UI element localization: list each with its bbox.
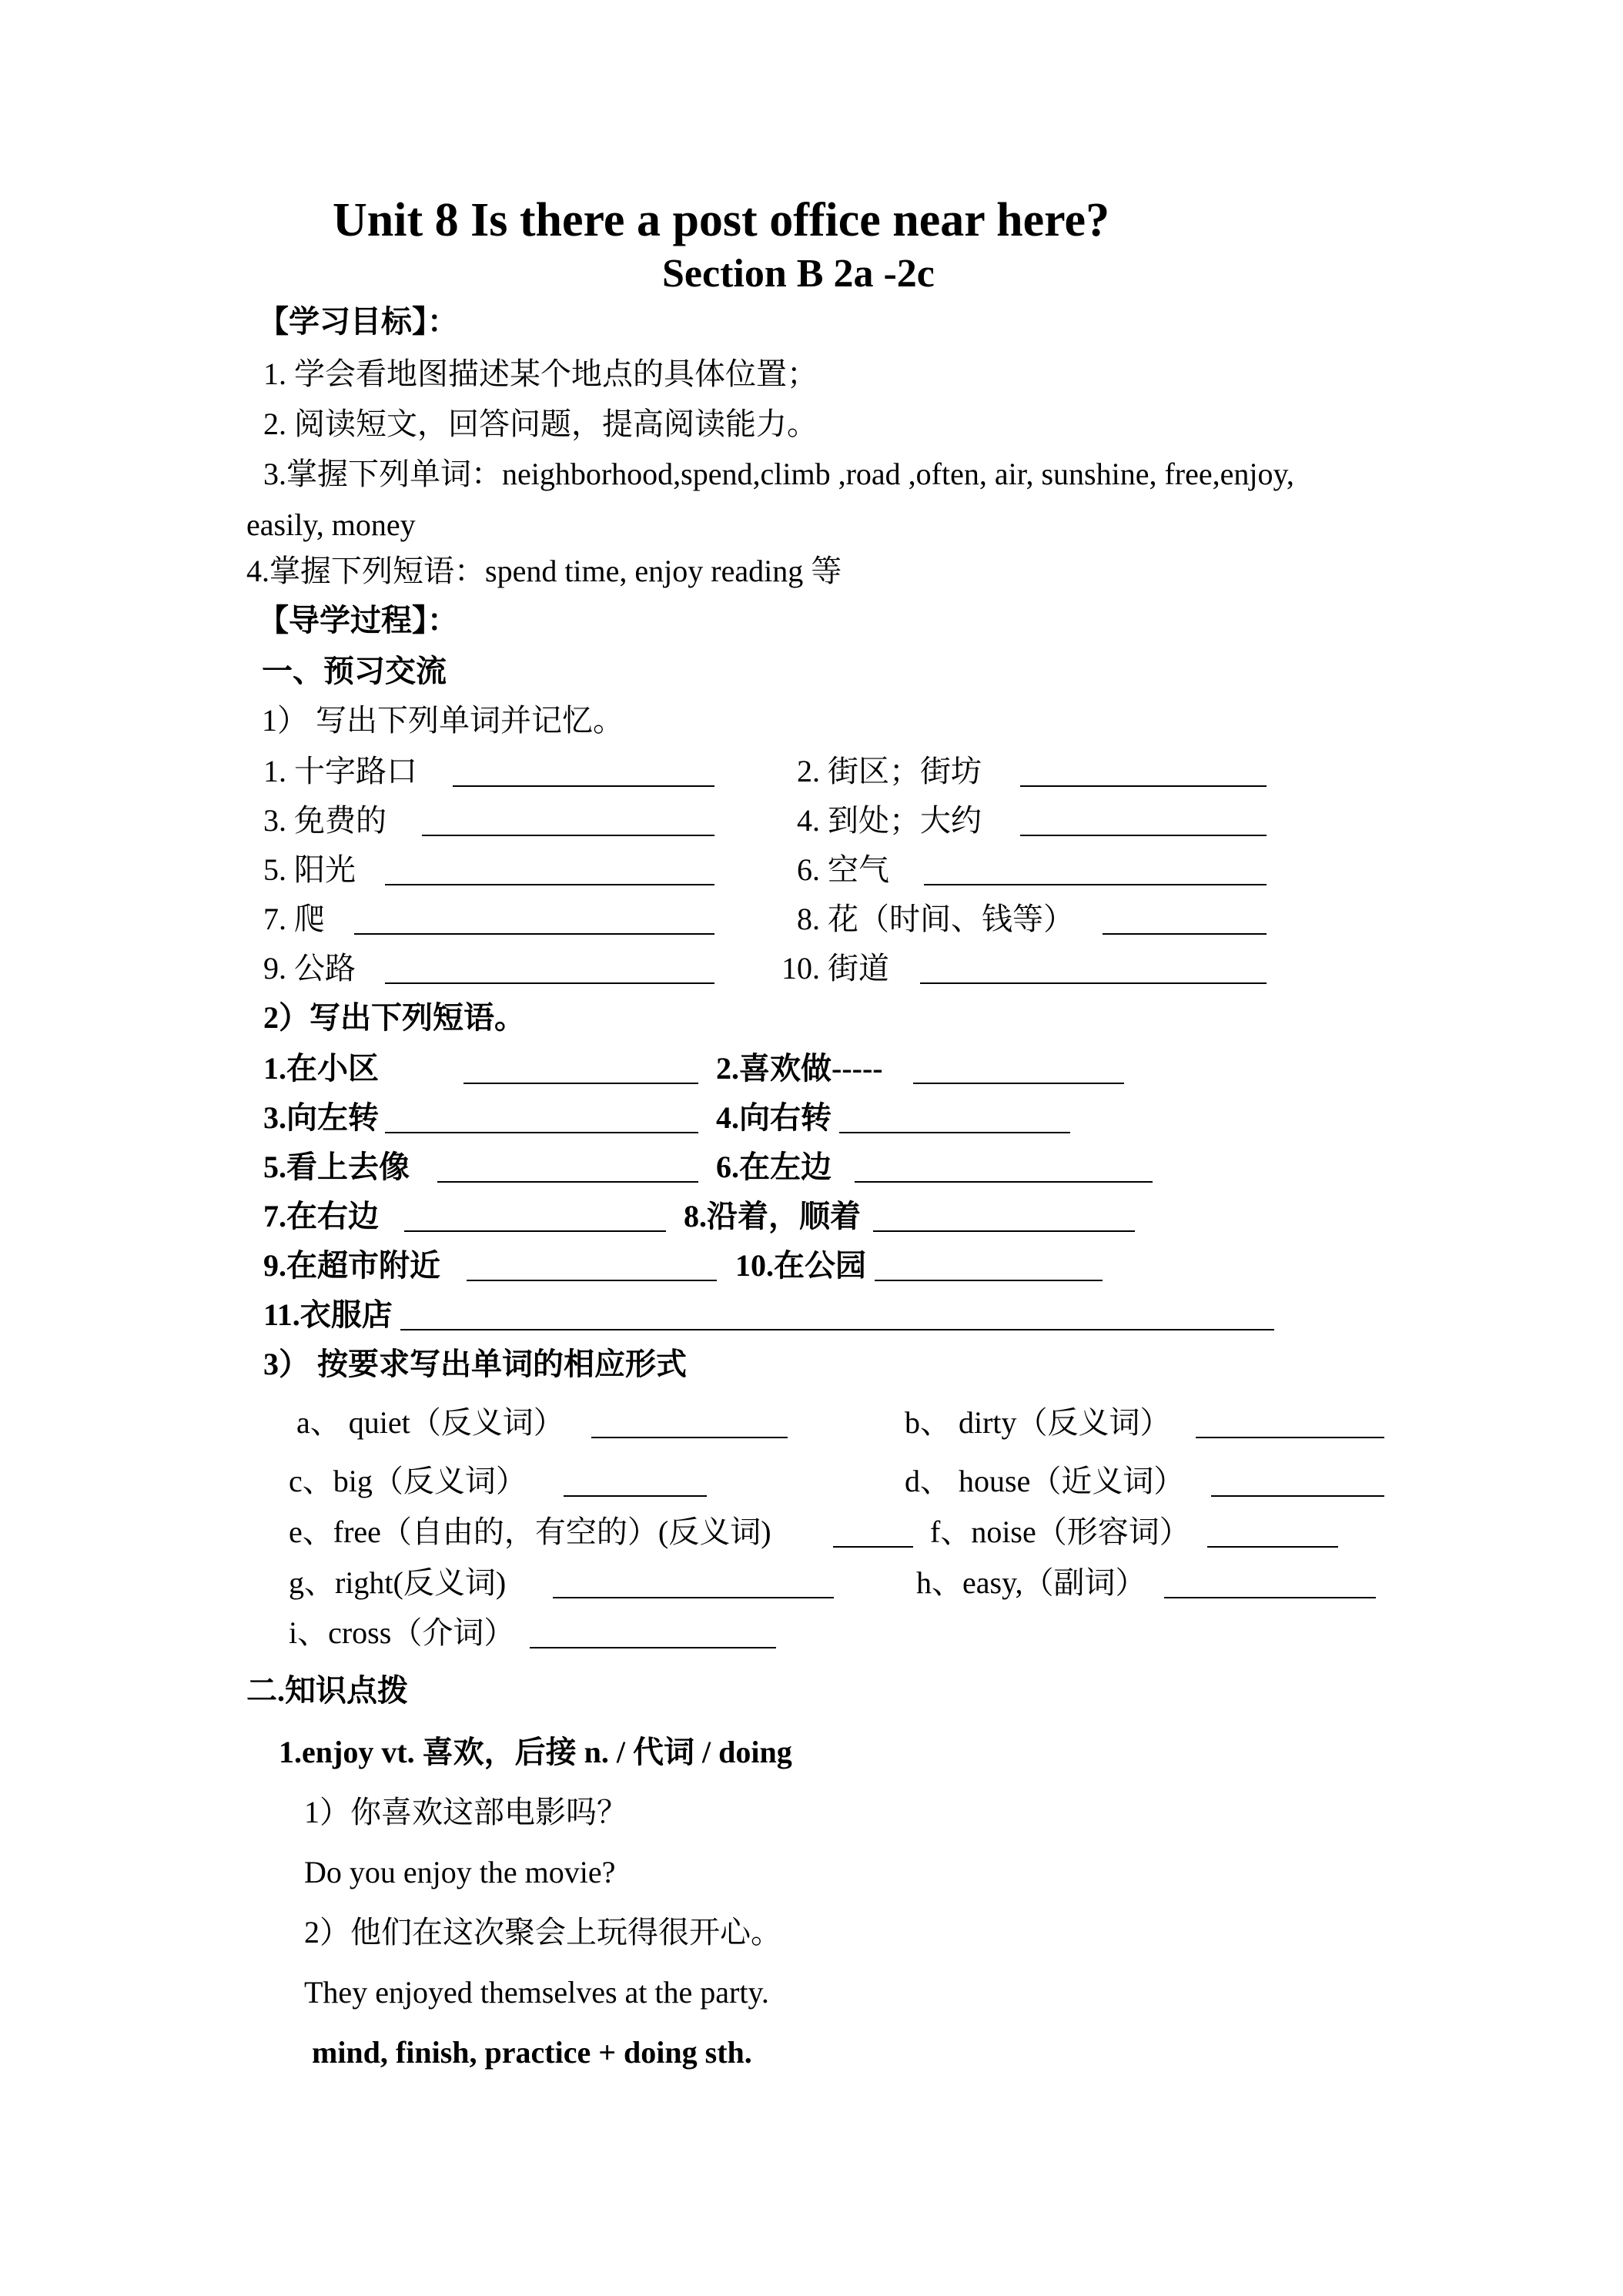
form-item: a、 quiet（反义词） (296, 1405, 564, 1440)
goal-item: 4.掌握下列短语：spend time, enjoy reading 等 (246, 554, 842, 588)
form-item: d、 house（近义词） (905, 1464, 1185, 1498)
form-item: b、 dirty（反义词） (905, 1405, 1171, 1440)
word-item: 9. 公路 (263, 951, 356, 986)
usage-note: mind, finish, practice + doing sth. (312, 2035, 752, 2070)
form-item: c、big（反义词） (289, 1464, 527, 1498)
answer-blank[interactable] (463, 1083, 698, 1084)
answer-blank[interactable] (422, 835, 714, 836)
answer-blank[interactable] (404, 1230, 666, 1232)
phrase-item: 8.沿着，顺着 (684, 1199, 861, 1233)
answer-blank[interactable] (385, 1132, 698, 1133)
part1-heading: 一、预习交流 (262, 654, 447, 688)
phrase-item: 4.向右转 (716, 1100, 832, 1135)
form-item: i、cross（介词） (289, 1615, 515, 1650)
answer-blank[interactable] (1020, 835, 1267, 836)
phrase-item: 6.在左边 (716, 1150, 832, 1184)
phrase-item: 5.看上去像 (263, 1150, 410, 1184)
answer-blank[interactable] (453, 785, 714, 787)
question-1: 1） 写出下列单词并记忆。 (262, 703, 624, 738)
example-en: They enjoyed themselves at the party. (304, 1975, 769, 2010)
example-cn: 1）你喜欢这部电影吗？ (304, 1795, 627, 1829)
answer-blank[interactable] (564, 1495, 707, 1497)
goal-item: 3.掌握下列单词：neighborhood,spend,climb ,road ,often, air, sunshine, free,enjoy, (263, 457, 1294, 491)
answer-blank[interactable] (1196, 1437, 1384, 1438)
answer-blank[interactable] (354, 933, 714, 935)
process-heading: 【导学过程】： (258, 603, 458, 638)
answer-blank[interactable] (385, 982, 714, 984)
phrase-item: 9.在超市附近 (263, 1248, 440, 1283)
answer-blank[interactable] (920, 982, 1267, 984)
word-item: 3. 免费的 (263, 803, 387, 838)
word-item: 10. 街道 (781, 951, 889, 986)
answer-blank[interactable] (855, 1181, 1153, 1183)
phrase-item: 1.在小区 (263, 1051, 379, 1086)
form-item: f、noise（形容词） (930, 1514, 1190, 1549)
form-item: h、easy,（副词） (916, 1565, 1146, 1600)
word-item: 1. 十字路口 (263, 754, 417, 788)
page-title: Unit 8 Is there a post office near here? (333, 194, 1110, 246)
knowledge-point-1: 1.enjoy vt. 喜欢，后接 n. / 代词 / doing (279, 1735, 792, 1769)
answer-blank[interactable] (467, 1280, 717, 1281)
form-item: g、right(反义词) (289, 1565, 507, 1600)
example-cn: 2）他们在这次聚会上玩得很开心。 (304, 1915, 781, 1950)
answer-blank[interactable] (839, 1132, 1070, 1133)
word-item: 6. 空气 (797, 852, 889, 887)
goals-heading: 【学习目标】： (258, 304, 458, 339)
goal-item: 1. 学会看地图描述某个地点的具体位置； (263, 356, 818, 391)
answer-blank[interactable] (530, 1647, 776, 1648)
answer-blank[interactable] (553, 1597, 834, 1598)
phrase-item: 2.喜欢做----- (716, 1051, 883, 1086)
answer-blank[interactable] (875, 1280, 1103, 1281)
answer-blank[interactable] (1020, 785, 1267, 787)
answer-blank[interactable] (385, 884, 714, 885)
page-subtitle: Section B 2a -2c (662, 252, 935, 296)
word-item: 7. 爬 (263, 902, 325, 936)
word-item: 2. 街区；街坊 (797, 754, 982, 788)
word-item: 4. 到处；大约 (797, 803, 982, 838)
phrase-item: 11.衣服店 (263, 1297, 393, 1332)
phrase-item: 7.在右边 (263, 1199, 379, 1233)
answer-blank[interactable] (873, 1230, 1135, 1232)
answer-blank[interactable] (913, 1083, 1124, 1084)
phrase-item: 10.在公园 (735, 1248, 866, 1283)
answer-blank[interactable] (833, 1546, 913, 1548)
answer-blank[interactable] (1103, 933, 1267, 935)
word-item: 5. 阳光 (263, 852, 356, 887)
knowledge-heading: 二.知识点拨 (246, 1673, 408, 1708)
answer-blank[interactable] (1164, 1597, 1376, 1598)
goal-item: 2. 阅读短文，回答问题，提高阅读能力。 (263, 407, 818, 441)
answer-blank[interactable] (400, 1329, 1274, 1330)
word-item: 8. 花（时间、钱等） (797, 902, 1074, 936)
answer-blank[interactable] (437, 1181, 698, 1183)
goal-item: easily, money (246, 507, 416, 542)
answer-blank[interactable] (1207, 1546, 1338, 1548)
answer-blank[interactable] (1211, 1495, 1384, 1497)
phrase-item: 3.向左转 (263, 1100, 379, 1135)
question-2: 2）写出下列短语。 (263, 1000, 525, 1035)
answer-blank[interactable] (924, 884, 1267, 885)
example-en: Do you enjoy the movie? (304, 1855, 616, 1889)
answer-blank[interactable] (591, 1437, 788, 1438)
form-item: e、free（自由的，有空的）(反义词) (289, 1514, 771, 1549)
question-3: 3） 按要求写出单词的相应形式 (263, 1347, 687, 1381)
